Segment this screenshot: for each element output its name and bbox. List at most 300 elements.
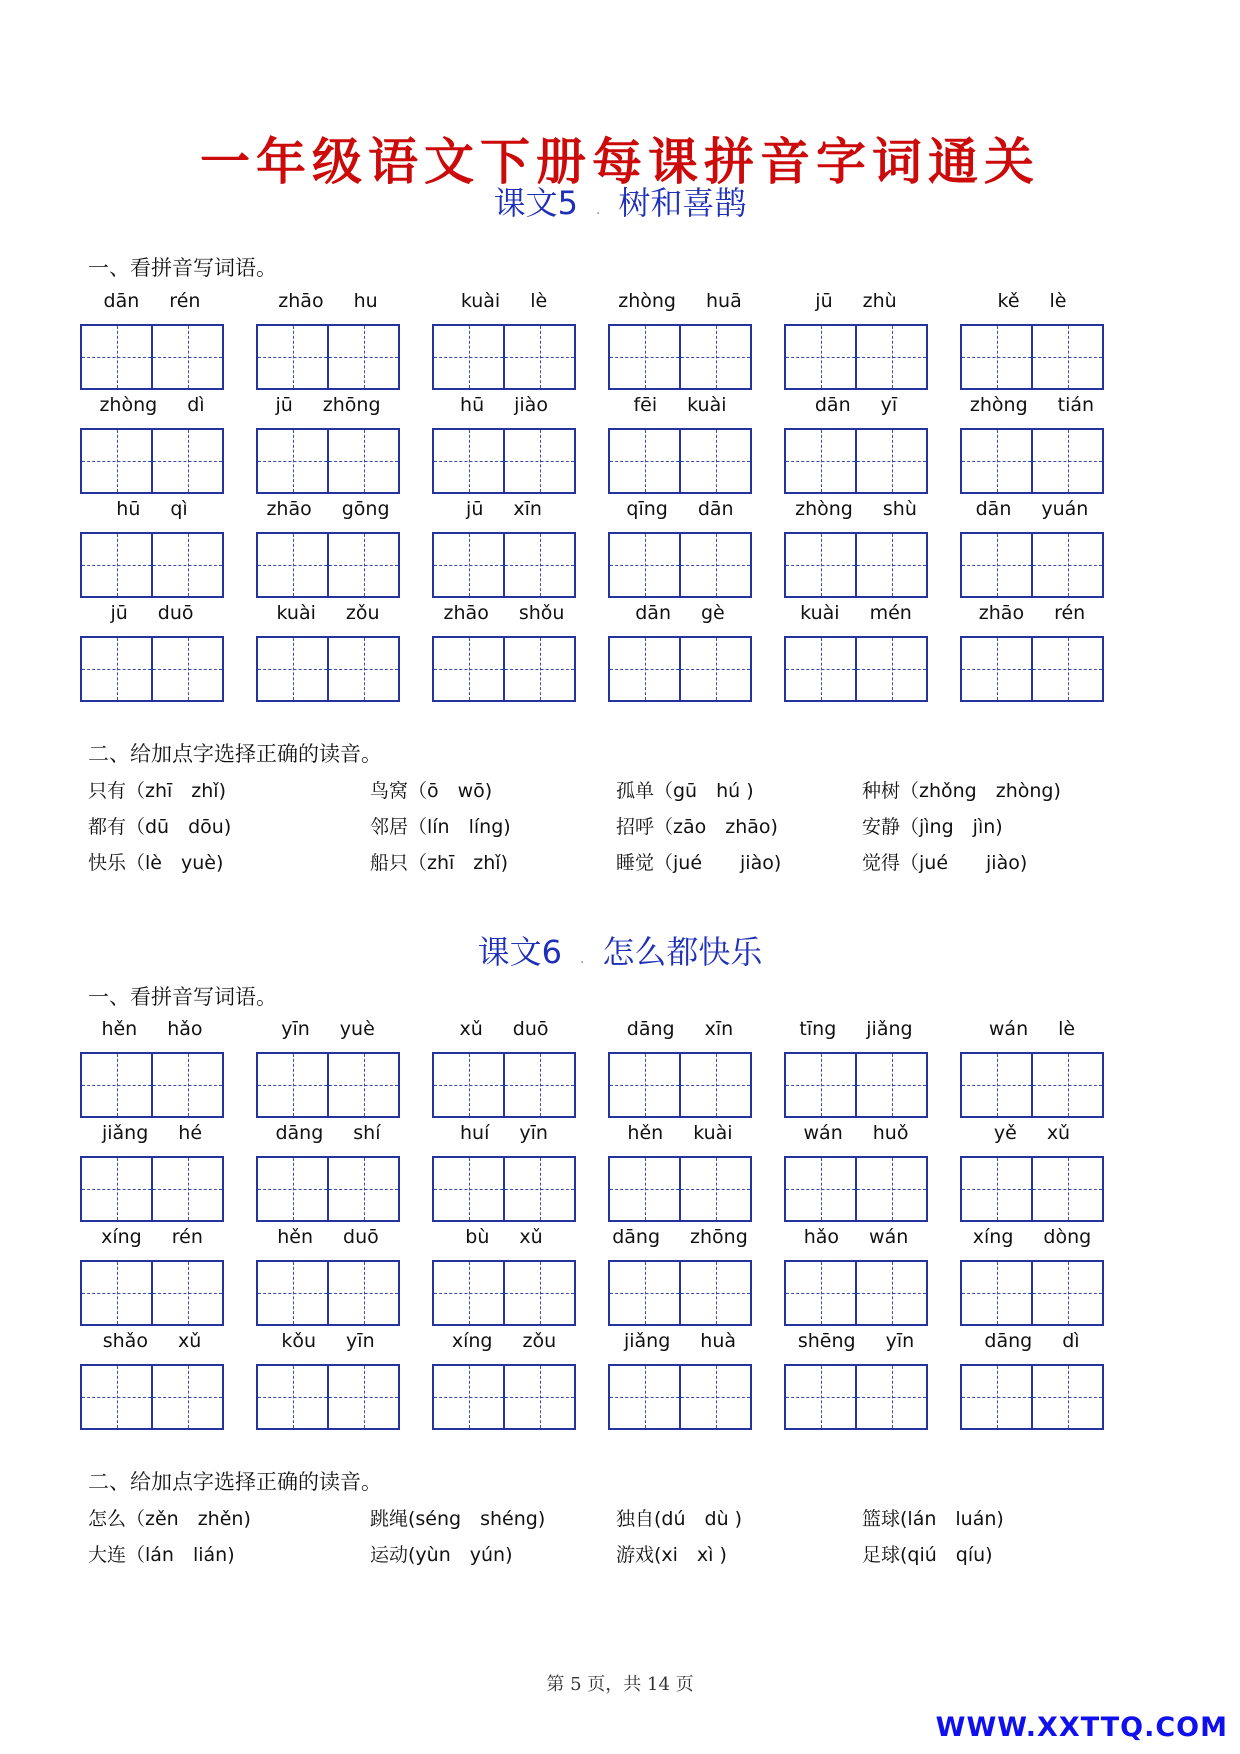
word-item bbox=[432, 290, 576, 394]
tianzige-box[interactable] bbox=[855, 1262, 926, 1324]
pinyin-label bbox=[424, 1122, 584, 1152]
writing-boxes bbox=[608, 428, 752, 494]
pinyin-syllable: xīn bbox=[704, 1018, 734, 1040]
tianzige-box[interactable] bbox=[258, 1158, 327, 1220]
tianzige-box[interactable] bbox=[258, 326, 327, 388]
tianzige-box[interactable] bbox=[258, 430, 327, 492]
reading-choice: 觉得（jué jiào) bbox=[862, 852, 1028, 874]
lesson-6-section-1-heading: 一、看拼音写词语。 bbox=[88, 985, 277, 1009]
word-item bbox=[256, 394, 400, 498]
lesson-6-section-2-heading: 二、给加点字选择正确的读音。 bbox=[88, 1470, 382, 1494]
pinyin-label bbox=[952, 1226, 1112, 1256]
tianzige-box[interactable] bbox=[503, 1054, 574, 1116]
tianzige-box[interactable] bbox=[610, 430, 679, 492]
pinyin-syllable: hěn bbox=[101, 1018, 138, 1040]
tianzige-box[interactable] bbox=[327, 326, 398, 388]
pinyin-syllable: dòng bbox=[1043, 1226, 1092, 1248]
reading-choice: 睡觉（jué jiào) bbox=[616, 852, 782, 874]
tianzige-box[interactable] bbox=[610, 1054, 679, 1116]
word-item bbox=[960, 394, 1104, 498]
word-item bbox=[608, 1226, 752, 1330]
reading-choice: 船只（zhī zhǐ) bbox=[370, 852, 509, 874]
pinyin-label bbox=[776, 1122, 936, 1152]
pinyin-syllable: jū bbox=[110, 602, 128, 624]
pinyin-syllable: zhōng bbox=[690, 1226, 748, 1248]
tianzige-box[interactable] bbox=[855, 1158, 926, 1220]
word-item bbox=[608, 1018, 752, 1122]
writing-boxes bbox=[256, 636, 400, 702]
tianzige-box[interactable] bbox=[679, 326, 750, 388]
tianzige-box[interactable] bbox=[82, 638, 151, 700]
tianzige-box[interactable] bbox=[151, 1262, 222, 1324]
pinyin-syllable: rén bbox=[171, 1226, 203, 1248]
tianzige-box[interactable] bbox=[962, 1054, 1031, 1116]
pinyin-syllable: yīn bbox=[346, 1330, 375, 1352]
choice-row bbox=[88, 776, 1148, 812]
word-item bbox=[256, 1226, 400, 1330]
pinyin-label bbox=[952, 1330, 1112, 1360]
tianzige-box[interactable] bbox=[82, 326, 151, 388]
pinyin-syllable: fēi bbox=[633, 394, 658, 416]
tianzige-box[interactable] bbox=[258, 534, 327, 596]
pinyin-label bbox=[72, 1018, 232, 1048]
pinyin-label bbox=[600, 290, 760, 320]
pinyin-syllable: zhòng bbox=[795, 498, 853, 520]
tianzige-box[interactable] bbox=[503, 534, 574, 596]
writing-boxes bbox=[960, 1364, 1104, 1430]
writing-boxes bbox=[960, 324, 1104, 390]
tianzige-box[interactable] bbox=[855, 638, 926, 700]
word-item bbox=[432, 602, 576, 706]
tianzige-box[interactable] bbox=[327, 1366, 398, 1428]
pinyin-syllable: dān bbox=[814, 394, 851, 416]
tianzige-box[interactable] bbox=[82, 430, 151, 492]
writing-boxes bbox=[432, 636, 576, 702]
tianzige-box[interactable] bbox=[82, 1366, 151, 1428]
writing-boxes bbox=[80, 636, 224, 702]
tianzige-box[interactable] bbox=[855, 1366, 926, 1428]
word-item bbox=[784, 1226, 928, 1330]
pinyin-syllable: yuè bbox=[339, 1018, 375, 1040]
pinyin-syllable: xǔ bbox=[1046, 1122, 1071, 1144]
pinyin-label bbox=[776, 498, 936, 528]
pinyin-syllable: dāng bbox=[984, 1330, 1033, 1352]
pinyin-label bbox=[248, 1018, 408, 1048]
pinyin-label bbox=[248, 290, 408, 320]
word-item bbox=[784, 1330, 928, 1434]
page-title: 一年级语文下册每课拼音字词通关 bbox=[200, 132, 1040, 191]
pinyin-syllable: dāng bbox=[612, 1226, 661, 1248]
word-item bbox=[960, 1122, 1104, 1226]
pinyin-label bbox=[248, 602, 408, 632]
reading-choice: 运动(yùn yún) bbox=[370, 1544, 513, 1566]
lesson-5-title: 课文5 . 树和喜鹊 bbox=[493, 184, 747, 222]
lesson-6-title: 课文6 . 怎么都快乐 bbox=[477, 933, 763, 971]
pinyin-syllable: huā bbox=[706, 290, 742, 312]
pinyin-label bbox=[600, 602, 760, 632]
word-item bbox=[80, 290, 224, 394]
tianzige-box[interactable] bbox=[1031, 1054, 1102, 1116]
tianzige-box[interactable] bbox=[679, 1158, 750, 1220]
writing-boxes bbox=[432, 1364, 576, 1430]
reading-choice: 怎么（zěn zhěn) bbox=[88, 1508, 251, 1530]
writing-boxes bbox=[432, 1260, 576, 1326]
pinyin-label bbox=[72, 394, 232, 424]
tianzige-box[interactable] bbox=[151, 430, 222, 492]
pinyin-label bbox=[600, 1226, 760, 1256]
tianzige-box[interactable] bbox=[151, 638, 222, 700]
tianzige-box[interactable] bbox=[258, 638, 327, 700]
writing-boxes bbox=[256, 324, 400, 390]
pinyin-label bbox=[776, 1226, 936, 1256]
tianzige-box[interactable] bbox=[434, 430, 503, 492]
tianzige-box[interactable] bbox=[786, 430, 855, 492]
lesson-5-section-2-heading: 二、给加点字选择正确的读音。 bbox=[88, 742, 382, 766]
tianzige-box[interactable] bbox=[610, 1366, 679, 1428]
pinyin-label bbox=[72, 602, 232, 632]
pinyin-syllable: tián bbox=[1057, 394, 1095, 416]
pinyin-syllable: gōng bbox=[341, 498, 390, 520]
writing-boxes bbox=[80, 324, 224, 390]
tianzige-box[interactable] bbox=[786, 326, 855, 388]
writing-boxes bbox=[256, 1052, 400, 1118]
pinyin-label bbox=[72, 290, 232, 320]
tianzige-box[interactable] bbox=[610, 1262, 679, 1324]
reading-choice: 快乐（lè yuè) bbox=[88, 852, 224, 874]
pinyin-label bbox=[248, 394, 408, 424]
tianzige-box[interactable] bbox=[82, 534, 151, 596]
tianzige-box[interactable] bbox=[82, 1158, 151, 1220]
writing-boxes bbox=[256, 428, 400, 494]
writing-boxes bbox=[256, 532, 400, 598]
pinyin-label bbox=[952, 602, 1112, 632]
tianzige-box[interactable] bbox=[327, 1158, 398, 1220]
tianzige-box[interactable] bbox=[679, 638, 750, 700]
lesson-5-section-1-heading: 一、看拼音写词语。 bbox=[88, 256, 277, 280]
pinyin-syllable: kě bbox=[997, 290, 1020, 312]
pinyin-syllable: huí bbox=[460, 1122, 490, 1144]
pinyin-syllable: kuài bbox=[460, 290, 501, 312]
tianzige-box[interactable] bbox=[610, 534, 679, 596]
word-item bbox=[784, 602, 928, 706]
tianzige-box[interactable] bbox=[679, 1262, 750, 1324]
reading-choice: 都有（dū dōu) bbox=[88, 816, 232, 838]
tianzige-box[interactable] bbox=[434, 638, 503, 700]
word-item bbox=[608, 498, 752, 602]
reading-choice: 跳绳(séng shéng) bbox=[370, 1508, 546, 1530]
writing-boxes bbox=[80, 1156, 224, 1222]
pinyin-label bbox=[424, 498, 584, 528]
pinyin-row bbox=[80, 394, 1120, 498]
pinyin-syllable: shǒu bbox=[518, 602, 565, 624]
tianzige-box[interactable] bbox=[258, 1366, 327, 1428]
word-item bbox=[960, 290, 1104, 394]
writing-boxes bbox=[960, 1052, 1104, 1118]
tianzige-box[interactable] bbox=[503, 638, 574, 700]
pinyin-syllable: duō bbox=[512, 1018, 549, 1040]
tianzige-box[interactable] bbox=[855, 430, 926, 492]
pinyin-label bbox=[424, 1226, 584, 1256]
tianzige-box[interactable] bbox=[327, 534, 398, 596]
tianzige-box[interactable] bbox=[151, 1366, 222, 1428]
pinyin-syllable: qīng bbox=[626, 498, 668, 520]
word-item bbox=[80, 498, 224, 602]
tianzige-box[interactable] bbox=[1031, 638, 1102, 700]
writing-boxes bbox=[256, 1364, 400, 1430]
word-item bbox=[80, 1226, 224, 1330]
pinyin-syllable: jiǎng bbox=[101, 1122, 149, 1144]
pinyin-syllable: hěn bbox=[627, 1122, 664, 1144]
tianzige-box[interactable] bbox=[962, 638, 1031, 700]
writing-boxes bbox=[432, 1052, 576, 1118]
tianzige-box[interactable] bbox=[786, 534, 855, 596]
reading-choice: 鸟窝（ō wō) bbox=[370, 780, 493, 802]
pinyin-label bbox=[424, 394, 584, 424]
pinyin-syllable: shí bbox=[353, 1122, 381, 1144]
pinyin-label bbox=[600, 498, 760, 528]
tianzige-box[interactable] bbox=[855, 326, 926, 388]
pinyin-syllable: shù bbox=[882, 498, 917, 520]
pinyin-syllable: gè bbox=[701, 602, 725, 624]
reading-choice: 孤单（gū hú ) bbox=[616, 780, 754, 802]
tianzige-box[interactable] bbox=[503, 1158, 574, 1220]
pinyin-row bbox=[80, 602, 1120, 706]
word-item bbox=[784, 290, 928, 394]
tianzige-box[interactable] bbox=[679, 1054, 750, 1116]
lesson-5-number: 课文5 bbox=[493, 184, 578, 222]
pinyin-syllable: lè bbox=[530, 290, 548, 312]
tianzige-box[interactable] bbox=[82, 1262, 151, 1324]
word-item bbox=[80, 1122, 224, 1226]
tianzige-box[interactable] bbox=[434, 1158, 503, 1220]
pinyin-label bbox=[248, 1226, 408, 1256]
word-item bbox=[784, 1018, 928, 1122]
word-item bbox=[960, 1330, 1104, 1434]
tianzige-box[interactable] bbox=[610, 326, 679, 388]
tianzige-box[interactable] bbox=[1031, 534, 1102, 596]
tianzige-box[interactable] bbox=[786, 1054, 855, 1116]
tianzige-box[interactable] bbox=[610, 1158, 679, 1220]
lesson-5-pinyin-grid bbox=[80, 290, 1120, 710]
word-item bbox=[256, 290, 400, 394]
choice-row bbox=[88, 1504, 1148, 1540]
pinyin-syllable: kuài bbox=[693, 1122, 733, 1144]
pinyin-syllable: lè bbox=[1049, 290, 1067, 312]
pinyin-syllable: yī bbox=[880, 394, 898, 416]
tianzige-box[interactable] bbox=[327, 638, 398, 700]
pinyin-syllable: zhāo bbox=[278, 290, 324, 312]
tianzige-box[interactable] bbox=[786, 1262, 855, 1324]
pinyin-syllable: rén bbox=[1054, 602, 1086, 624]
pinyin-label bbox=[776, 1018, 936, 1048]
tianzige-box[interactable] bbox=[434, 1366, 503, 1428]
tianzige-box[interactable] bbox=[434, 534, 503, 596]
pinyin-syllable: jiǎng bbox=[866, 1018, 913, 1040]
writing-boxes bbox=[608, 1156, 752, 1222]
tianzige-box[interactable] bbox=[610, 638, 679, 700]
pinyin-syllable: jiǎng bbox=[623, 1330, 671, 1352]
tianzige-box[interactable] bbox=[1031, 1366, 1102, 1428]
tianzige-box[interactable] bbox=[962, 1262, 1031, 1324]
pinyin-label bbox=[952, 1018, 1112, 1048]
pinyin-label bbox=[424, 1330, 584, 1360]
tianzige-box[interactable] bbox=[503, 430, 574, 492]
writing-boxes bbox=[432, 532, 576, 598]
writing-boxes bbox=[608, 532, 752, 598]
word-item bbox=[608, 1122, 752, 1226]
reading-choice: 招呼（zāo zhāo) bbox=[616, 816, 778, 838]
pinyin-syllable: shǎo bbox=[102, 1330, 148, 1352]
word-item bbox=[256, 1122, 400, 1226]
writing-boxes bbox=[80, 1052, 224, 1118]
pinyin-syllable: kuài bbox=[276, 602, 316, 624]
tianzige-box[interactable] bbox=[679, 534, 750, 596]
reading-choice: 足球(qiú qíu) bbox=[862, 1544, 993, 1566]
word-item bbox=[256, 1018, 400, 1122]
word-item bbox=[608, 290, 752, 394]
reading-choice: 只有（zhī zhǐ) bbox=[88, 780, 227, 802]
pinyin-syllable: dān bbox=[635, 602, 671, 624]
writing-boxes bbox=[784, 1364, 928, 1430]
word-item bbox=[80, 602, 224, 706]
pinyin-syllable: dāng bbox=[275, 1122, 324, 1144]
word-item bbox=[256, 498, 400, 602]
pinyin-syllable: dì bbox=[1062, 1330, 1080, 1352]
pinyin-syllable: jū bbox=[815, 290, 833, 312]
pinyin-syllable: zhù bbox=[862, 290, 897, 312]
reading-choice: 游戏(xi xì ) bbox=[616, 1544, 727, 1566]
pinyin-syllable: jiào bbox=[514, 394, 548, 416]
tianzige-box[interactable] bbox=[258, 1262, 327, 1324]
pinyin-syllable: tīng bbox=[799, 1018, 837, 1040]
tianzige-box[interactable] bbox=[962, 1366, 1031, 1428]
reading-choice: 种树（zhǒng zhòng) bbox=[862, 780, 1061, 802]
pinyin-syllable: lè bbox=[1058, 1018, 1076, 1040]
pinyin-syllable: zhòng bbox=[99, 394, 158, 416]
word-item bbox=[256, 602, 400, 706]
tianzige-box[interactable] bbox=[258, 1054, 327, 1116]
writing-boxes bbox=[608, 1364, 752, 1430]
pinyin-label bbox=[424, 1018, 584, 1048]
word-item bbox=[80, 1018, 224, 1122]
pinyin-label bbox=[424, 602, 584, 632]
tianzige-box[interactable] bbox=[151, 1054, 222, 1116]
tianzige-box[interactable] bbox=[1031, 326, 1102, 388]
tianzige-box[interactable] bbox=[855, 534, 926, 596]
tianzige-box[interactable] bbox=[786, 1158, 855, 1220]
pinyin-label bbox=[72, 1330, 232, 1360]
reading-choice: 篮球(lán luán) bbox=[862, 1508, 1004, 1530]
lesson-6-pinyin-grid bbox=[80, 1018, 1120, 1438]
tianzige-box[interactable] bbox=[327, 1262, 398, 1324]
tianzige-box[interactable] bbox=[1031, 430, 1102, 492]
pinyin-row bbox=[80, 1330, 1120, 1434]
writing-boxes bbox=[256, 1156, 400, 1222]
writing-boxes bbox=[608, 636, 752, 702]
pinyin-syllable: yīn bbox=[885, 1330, 915, 1352]
writing-boxes bbox=[784, 1260, 928, 1326]
pinyin-syllable: xǔ bbox=[519, 1226, 543, 1248]
pinyin-label bbox=[72, 498, 232, 528]
pinyin-syllable: zhāo bbox=[266, 498, 312, 520]
tianzige-box[interactable] bbox=[503, 1262, 574, 1324]
tianzige-box[interactable] bbox=[82, 1054, 151, 1116]
tianzige-box[interactable] bbox=[434, 326, 503, 388]
tianzige-box[interactable] bbox=[503, 326, 574, 388]
reading-choice: 独自(dú dù ) bbox=[616, 1508, 743, 1530]
writing-boxes bbox=[80, 1364, 224, 1430]
word-item bbox=[432, 1018, 576, 1122]
tianzige-box[interactable] bbox=[962, 1158, 1031, 1220]
writing-boxes bbox=[608, 1260, 752, 1326]
tianzige-box[interactable] bbox=[503, 1366, 574, 1428]
writing-boxes bbox=[608, 1052, 752, 1118]
tianzige-box[interactable] bbox=[962, 534, 1031, 596]
tianzige-box[interactable] bbox=[679, 1366, 750, 1428]
word-item bbox=[608, 602, 752, 706]
writing-boxes bbox=[960, 428, 1104, 494]
tianzige-box[interactable] bbox=[962, 430, 1031, 492]
pinyin-label bbox=[248, 1122, 408, 1152]
word-item bbox=[432, 394, 576, 498]
lesson-6-name: 怎么都快乐 bbox=[602, 933, 763, 971]
tianzige-box[interactable] bbox=[151, 534, 222, 596]
pinyin-label bbox=[952, 1122, 1112, 1152]
tianzige-box[interactable] bbox=[1031, 1158, 1102, 1220]
tianzige-box[interactable] bbox=[962, 326, 1031, 388]
tianzige-box[interactable] bbox=[434, 1262, 503, 1324]
pinyin-syllable: xíng bbox=[972, 1226, 1014, 1248]
pinyin-row bbox=[80, 290, 1120, 394]
tianzige-box[interactable] bbox=[786, 638, 855, 700]
pinyin-syllable: hu bbox=[353, 290, 378, 312]
pinyin-syllable: zhāo bbox=[443, 602, 489, 624]
tianzige-box[interactable] bbox=[327, 1054, 398, 1116]
writing-boxes bbox=[608, 324, 752, 390]
pinyin-label bbox=[248, 1330, 408, 1360]
word-item bbox=[784, 1122, 928, 1226]
pinyin-syllable: yuán bbox=[1041, 498, 1089, 520]
word-item bbox=[432, 1226, 576, 1330]
writing-boxes bbox=[960, 1156, 1104, 1222]
pinyin-row bbox=[80, 1018, 1120, 1122]
pinyin-syllable: dān bbox=[103, 290, 140, 312]
pinyin-syllable: dì bbox=[187, 394, 205, 416]
pinyin-label bbox=[776, 602, 936, 632]
tianzige-box[interactable] bbox=[434, 1054, 503, 1116]
tianzige-box[interactable] bbox=[855, 1054, 926, 1116]
tianzige-box[interactable] bbox=[679, 430, 750, 492]
pinyin-syllable: yě bbox=[993, 1122, 1017, 1144]
tianzige-box[interactable] bbox=[151, 1158, 222, 1220]
pinyin-syllable: huǒ bbox=[872, 1122, 909, 1144]
pinyin-syllable: bù bbox=[465, 1226, 490, 1248]
pinyin-syllable: yīn bbox=[281, 1018, 310, 1040]
pinyin-syllable: mén bbox=[869, 602, 912, 624]
word-item bbox=[432, 498, 576, 602]
tianzige-box[interactable] bbox=[151, 326, 222, 388]
word-item bbox=[784, 394, 928, 498]
tianzige-box[interactable] bbox=[786, 1366, 855, 1428]
pinyin-syllable: hé bbox=[178, 1122, 203, 1144]
pinyin-syllable: xǔ bbox=[177, 1330, 202, 1352]
writing-boxes bbox=[432, 428, 576, 494]
pinyin-label bbox=[600, 1122, 760, 1152]
pinyin-label bbox=[952, 498, 1112, 528]
pinyin-row bbox=[80, 1122, 1120, 1226]
tianzige-box[interactable] bbox=[327, 430, 398, 492]
tianzige-box[interactable] bbox=[1031, 1262, 1102, 1324]
